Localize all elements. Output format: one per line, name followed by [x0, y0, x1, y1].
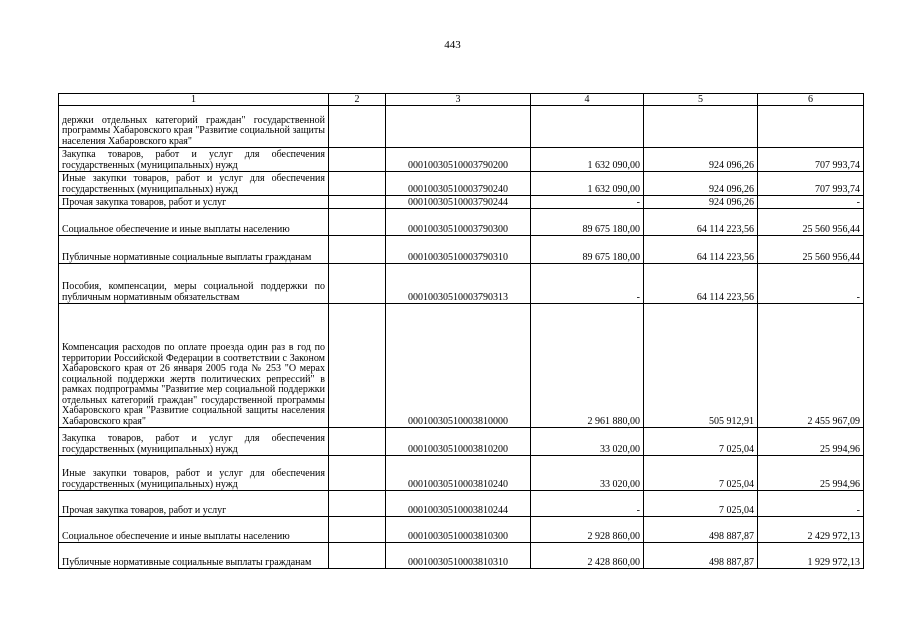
- row-description: держки отдельных категорий граждан" государственной программы Хабаровского края "Развитие социальной защиты населения Хабаровского края": [59, 106, 329, 148]
- row-description: Публичные нормативные социальные выплаты гражданам: [59, 236, 329, 264]
- row-description: Иные закупки товаров, работ и услуг для обеспечения государственных (муниципальных) нужд: [59, 456, 329, 491]
- row-column-2: [329, 456, 386, 491]
- row-value-col4: 2 428 860,00: [531, 543, 644, 569]
- row-budget-code: 00010030510003790200: [386, 148, 531, 172]
- column-header: 3: [386, 94, 531, 106]
- row-value-col4: 1 632 090,00: [531, 172, 644, 196]
- row-value-col4: 33 020,00: [531, 428, 644, 456]
- table-row: [59, 517, 864, 543]
- row-budget-code: 00010030510003810000: [386, 304, 531, 428]
- table-row: [59, 172, 864, 196]
- row-column-2: [329, 517, 386, 543]
- row-budget-code: 00010030510003810240: [386, 456, 531, 491]
- column-header: 4: [531, 94, 644, 106]
- budget-execution-table: [58, 93, 864, 569]
- row-value-col5: 498 887,87: [644, 543, 758, 569]
- row-value-col6: 2 429 972,13: [758, 517, 864, 543]
- row-value-col5: 505 912,91: [644, 304, 758, 428]
- row-value-col5: 7 025,04: [644, 491, 758, 517]
- row-description: Публичные нормативные социальные выплаты гражданам: [59, 543, 329, 569]
- row-value-col4: 2 928 860,00: [531, 517, 644, 543]
- row-value-col4: 89 675 180,00: [531, 209, 644, 236]
- row-value-col5: 64 114 223,56: [644, 236, 758, 264]
- row-budget-code: 00010030510003790310: [386, 236, 531, 264]
- table-row: [59, 106, 864, 148]
- page-number: 443: [444, 39, 461, 51]
- row-value-col6: [758, 106, 864, 148]
- row-budget-code: 00010030510003790240: [386, 172, 531, 196]
- row-column-2: [329, 196, 386, 209]
- table-row: [59, 236, 864, 264]
- row-value-col6: -: [758, 196, 864, 209]
- row-value-col5: 924 096,26: [644, 196, 758, 209]
- row-value-col6: 2 455 967,09: [758, 304, 864, 428]
- row-column-2: [329, 491, 386, 517]
- row-value-col5: 7 025,04: [644, 428, 758, 456]
- row-value-col4: -: [531, 196, 644, 209]
- column-header: 6: [758, 94, 864, 106]
- row-value-col6: 25 560 956,44: [758, 236, 864, 264]
- table-row: [59, 491, 864, 517]
- row-value-col5: 7 025,04: [644, 456, 758, 491]
- row-value-col6: 25 994,96: [758, 428, 864, 456]
- row-value-col5: 64 114 223,56: [644, 264, 758, 304]
- table-row: [59, 264, 864, 304]
- row-value-col4: 89 675 180,00: [531, 236, 644, 264]
- table-row: [59, 304, 864, 428]
- row-budget-code: 00010030510003790300: [386, 209, 531, 236]
- row-column-2: [329, 428, 386, 456]
- table-row: [59, 196, 864, 209]
- row-value-col6: 1 929 972,13: [758, 543, 864, 569]
- row-value-col6: -: [758, 264, 864, 304]
- column-header: 5: [644, 94, 758, 106]
- row-value-col6: 707 993,74: [758, 172, 864, 196]
- row-value-col4: [531, 106, 644, 148]
- row-column-2: [329, 236, 386, 264]
- row-budget-code: 00010030510003810200: [386, 428, 531, 456]
- row-value-col5: 924 096,26: [644, 172, 758, 196]
- row-value-col5: 498 887,87: [644, 517, 758, 543]
- row-value-col4: -: [531, 491, 644, 517]
- table-row: [59, 148, 864, 172]
- row-description: Компенсация расходов по оплате проезда один раз в год по территории Российской Федерации в соответствии с Законом Хабаровского края от 26 января 2005 года № 253 "О мерах социальной поддержки жертв политических репрессий" в рамках подпрограммы "Развитие мер социальной поддержки отдельных категорий граждан" государственной программы Хабаровского края "Развитие социальной защиты населения Хабаровского края": [59, 304, 329, 428]
- row-value-col5: [644, 106, 758, 148]
- row-description: Закупка товаров, работ и услуг для обеспечения государственных (муниципальных) нужд: [59, 148, 329, 172]
- row-description: Прочая закупка товаров, работ и услуг: [59, 491, 329, 517]
- row-value-col4: 2 961 880,00: [531, 304, 644, 428]
- row-description: Иные закупки товаров, работ и услуг для обеспечения государственных (муниципальных) нужд: [59, 172, 329, 196]
- row-value-col6: 25 560 956,44: [758, 209, 864, 236]
- row-column-2: [329, 264, 386, 304]
- row-budget-code: 00010030510003810310: [386, 543, 531, 569]
- row-budget-code: 00010030510003810244: [386, 491, 531, 517]
- table-row: [59, 428, 864, 456]
- table-row: [59, 543, 864, 569]
- row-description: Прочая закупка товаров, работ и услуг: [59, 196, 329, 209]
- table-row: [59, 456, 864, 491]
- table-row: [59, 209, 864, 236]
- row-value-col6: -: [758, 491, 864, 517]
- row-column-2: [329, 148, 386, 172]
- column-header: 2: [329, 94, 386, 106]
- row-column-2: [329, 543, 386, 569]
- row-value-col4: 1 632 090,00: [531, 148, 644, 172]
- row-description: Закупка товаров, работ и услуг для обеспечения государственных (муниципальных) нужд: [59, 428, 329, 456]
- row-budget-code: 00010030510003790244: [386, 196, 531, 209]
- row-description: Социальное обеспечение и иные выплаты населению: [59, 209, 329, 236]
- row-description: Пособия, компенсации, меры социальной поддержки по публичным нормативным обязательствам: [59, 264, 329, 304]
- row-column-2: [329, 209, 386, 236]
- row-budget-code: 00010030510003790313: [386, 264, 531, 304]
- row-budget-code: 00010030510003810300: [386, 517, 531, 543]
- row-value-col6: 25 994,96: [758, 456, 864, 491]
- row-description: Социальное обеспечение и иные выплаты населению: [59, 517, 329, 543]
- row-value-col6: 707 993,74: [758, 148, 864, 172]
- row-value-col4: -: [531, 264, 644, 304]
- row-column-2: [329, 304, 386, 428]
- column-header: 1: [59, 94, 329, 106]
- column-number-row: [59, 94, 864, 106]
- row-column-2: [329, 172, 386, 196]
- row-value-col4: 33 020,00: [531, 456, 644, 491]
- row-budget-code: [386, 106, 531, 148]
- row-value-col5: 64 114 223,56: [644, 209, 758, 236]
- row-value-col5: 924 096,26: [644, 148, 758, 172]
- row-column-2: [329, 106, 386, 148]
